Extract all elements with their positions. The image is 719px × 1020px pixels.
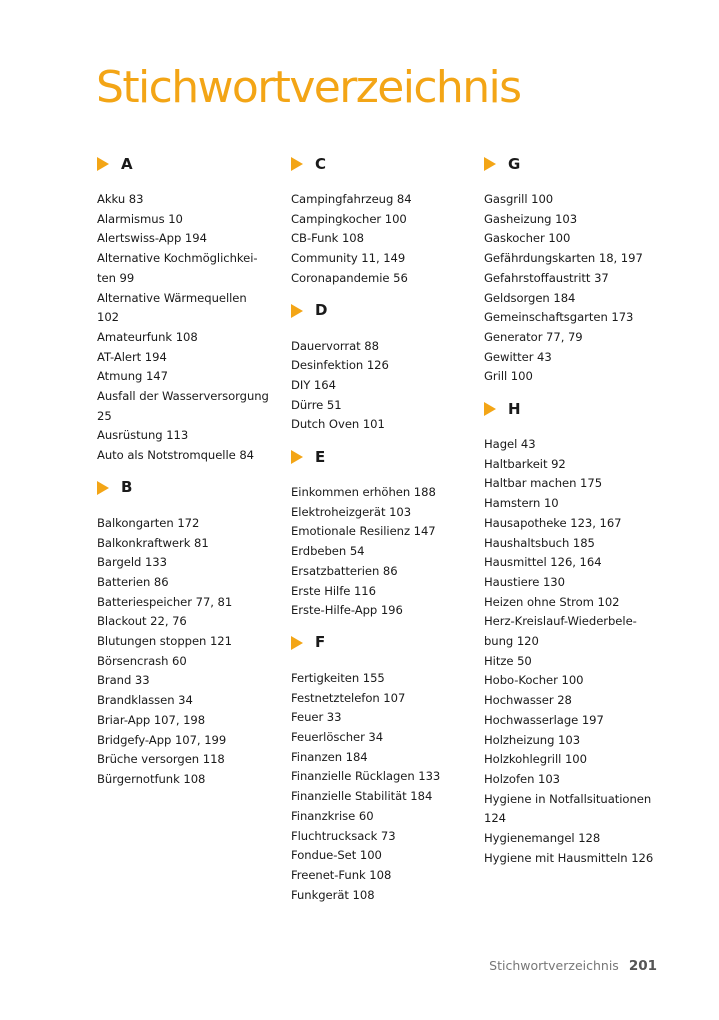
section-letter: F	[315, 633, 326, 652]
letter-header	[484, 154, 684, 174]
letter-section-c	[291, 154, 491, 289]
index-entry: Brüche versorgen 118	[97, 752, 225, 767]
letter-section-e	[291, 447, 491, 621]
index-entry: Haushaltsbuch 185	[484, 535, 595, 550]
index-entry: Heizen ohne Strom 102	[484, 594, 620, 609]
index-entry: Haustiere 130	[484, 574, 565, 589]
index-entry: Generator 77, 79	[484, 329, 583, 344]
section-letter: E	[315, 447, 326, 466]
index-entry: Alternative Wärmequellen 102	[97, 290, 247, 325]
letter-header	[291, 633, 491, 653]
index-entry: Dürre 51	[291, 397, 342, 412]
index-column-1	[97, 154, 297, 802]
letter-section-b	[97, 478, 297, 790]
index-entry: Dutch Oven 101	[291, 417, 385, 432]
index-entry: Brandklassen 34	[97, 693, 193, 708]
index-entry: Börsencrash 60	[97, 653, 187, 668]
index-entry: Alternative Kochmöglichkei- ten 99	[97, 251, 258, 285]
index-entry: CB-Funk 108	[291, 231, 364, 246]
index-entry: Einkommen erhöhen 188	[291, 485, 436, 500]
entry-list	[484, 190, 684, 387]
index-entry: Gaskocher 100	[484, 231, 571, 246]
entry-list	[97, 190, 297, 466]
index-entry: Bürgernotfunk 108	[97, 771, 206, 786]
index-entry: Brand 33	[97, 673, 150, 688]
letter-section-h	[484, 399, 684, 868]
index-entry: Briar-App 107, 198	[97, 712, 206, 727]
index-column-3	[484, 154, 684, 881]
index-entry: Finanzen 184	[291, 749, 368, 764]
arrow-right-icon	[97, 157, 109, 171]
index-entry: Gemeinschaftsgarten 173	[484, 310, 634, 325]
index-entry: Batteriespeicher 77, 81	[97, 594, 233, 609]
index-column-2	[291, 154, 491, 917]
index-entry: Batterien 86	[97, 574, 169, 589]
section-letter: G	[508, 154, 521, 173]
index-entry: Hausapotheke 123, 167	[484, 515, 622, 530]
index-entry: Akku 83	[97, 192, 144, 206]
index-entry: Alarmismus 10	[97, 211, 183, 226]
letter-section-d	[291, 301, 491, 436]
index-entry: Desinfektion 126	[291, 358, 389, 373]
index-entry: Gefährdungskarten 18, 197	[484, 251, 643, 266]
index-entry: Balkongarten 172	[97, 515, 200, 530]
page-footer	[489, 958, 657, 974]
arrow-right-icon	[484, 402, 496, 416]
index-entry: Hygiene in Notfallsituationen 124	[484, 791, 652, 826]
index-entry: Herz-Kreislauf-Wiederbele- bung 120	[484, 614, 637, 649]
letter-header	[291, 447, 491, 467]
index-entry: Balkonkraftwerk 81	[97, 535, 209, 550]
index-entry: Funkgerät 108	[291, 887, 375, 902]
index-entry: Bargeld 133	[97, 555, 167, 570]
letter-header	[484, 399, 684, 419]
index-entry: Festnetztelefon 107	[291, 690, 406, 705]
index-entry: Gefahrstoffaustritt 37	[484, 270, 609, 285]
index-entry: Auto als Notstromquelle 84	[97, 448, 255, 463]
index-entry: Campingkocher 100	[291, 211, 407, 226]
letter-header	[97, 478, 297, 498]
index-entry: Emotionale Resilienz 147	[291, 524, 436, 539]
index-entry: DIY 164	[291, 377, 336, 392]
index-entry: Hamstern 10	[484, 496, 559, 511]
index-entry: Fertigkeiten 155	[291, 670, 385, 685]
index-entry: Dauervorrat 88	[291, 338, 379, 353]
index-entry: Alertswiss-App 194	[97, 231, 207, 246]
section-letter: C	[315, 154, 327, 173]
index-entry: Haltbar machen 175	[484, 476, 603, 491]
index-entry: Atmung 147	[97, 369, 168, 384]
index-entry: Freenet-Funk 108	[291, 867, 392, 882]
index-entry: Finanzielle Stabilität 184	[291, 789, 433, 804]
index-entry: Coronapandemie 56	[291, 270, 408, 285]
index-entry: Hausmittel 126, 164	[484, 555, 602, 570]
section-letter: B	[121, 478, 133, 497]
index-entry: Finanzielle Rücklagen 133	[291, 769, 441, 784]
index-entry: Elektroheizgerät 103	[291, 504, 412, 519]
entry-list	[484, 435, 684, 868]
index-entry: Geldsorgen 184	[484, 290, 576, 305]
index-entry: Community 11, 149	[291, 251, 406, 266]
index-entry: Amateurfunk 108	[97, 329, 198, 344]
letter-header	[291, 154, 491, 174]
index-entry: Blackout 22, 76	[97, 614, 187, 629]
letter-section-f	[291, 633, 491, 905]
index-entry: Holzkohlegrill 100	[484, 752, 587, 767]
index-entry: Finanzkrise 60	[291, 808, 374, 823]
arrow-right-icon	[291, 157, 303, 171]
arrow-right-icon	[291, 636, 303, 650]
letter-section-g	[484, 154, 684, 387]
index-entry: Hobo-Kocher 100	[484, 673, 584, 688]
arrow-right-icon	[484, 157, 496, 171]
page-title: Stichwortverzeichnis	[96, 62, 521, 113]
entry-list	[291, 337, 491, 436]
letter-header	[291, 301, 491, 321]
section-letter: D	[315, 301, 328, 320]
index-entry: Feuer 33	[291, 710, 342, 725]
index-entry: Gasgrill 100	[484, 192, 554, 206]
entry-list	[97, 514, 297, 790]
letter-header	[97, 154, 297, 174]
arrow-right-icon	[291, 450, 303, 464]
index-entry: Hagel 43	[484, 437, 536, 452]
index-entry: Ausrüstung 113	[97, 428, 189, 443]
page-number: 201	[628, 958, 657, 974]
index-entry: Bridgefy-App 107, 199	[97, 732, 227, 747]
index-entry: Ersatzbatterien 86	[291, 563, 398, 578]
index-entry: Erdbeben 54	[291, 544, 365, 559]
index-entry: Feuerlöscher 34	[291, 730, 384, 745]
entry-list	[291, 669, 491, 905]
section-letter: H	[508, 399, 521, 418]
index-entry: Grill 100	[484, 369, 533, 384]
index-entry: Gewitter 43	[484, 349, 552, 364]
index-entry: Erste Hilfe 116	[291, 583, 376, 598]
index-entry: Blutungen stoppen 121	[97, 634, 232, 649]
index-entry: AT-Alert 194	[97, 349, 167, 364]
index-entry: Haltbarkeit 92	[484, 456, 566, 471]
index-entry: Hygiene mit Hausmitteln 126	[484, 850, 654, 865]
index-entry: Holzheizung 103	[484, 732, 581, 747]
index-entry: Ausfall der Wasserversorgung 25	[97, 389, 269, 423]
footer-label: Stichwortverzeichnis	[489, 958, 619, 973]
index-entry: Hochwasserlage 197	[484, 712, 604, 727]
section-letter: A	[121, 154, 133, 173]
index-entry: Hochwasser 28	[484, 693, 572, 708]
index-entry: Hygienemangel 128	[484, 831, 601, 846]
arrow-right-icon	[97, 481, 109, 495]
arrow-right-icon	[291, 304, 303, 318]
index-entry: Erste-Hilfe-App 196	[291, 603, 403, 618]
index-entry: Campingfahrzeug 84	[291, 192, 412, 206]
index-entry: Holzofen 103	[484, 771, 560, 786]
index-entry: Gasheizung 103	[484, 211, 578, 226]
index-entry: Hitze 50	[484, 653, 532, 668]
index-entry: Fondue-Set 100	[291, 848, 382, 863]
entry-list	[291, 483, 491, 621]
entry-list	[291, 190, 491, 289]
index-entry: Fluchtrucksack 73	[291, 828, 396, 843]
letter-section-a	[97, 154, 297, 466]
